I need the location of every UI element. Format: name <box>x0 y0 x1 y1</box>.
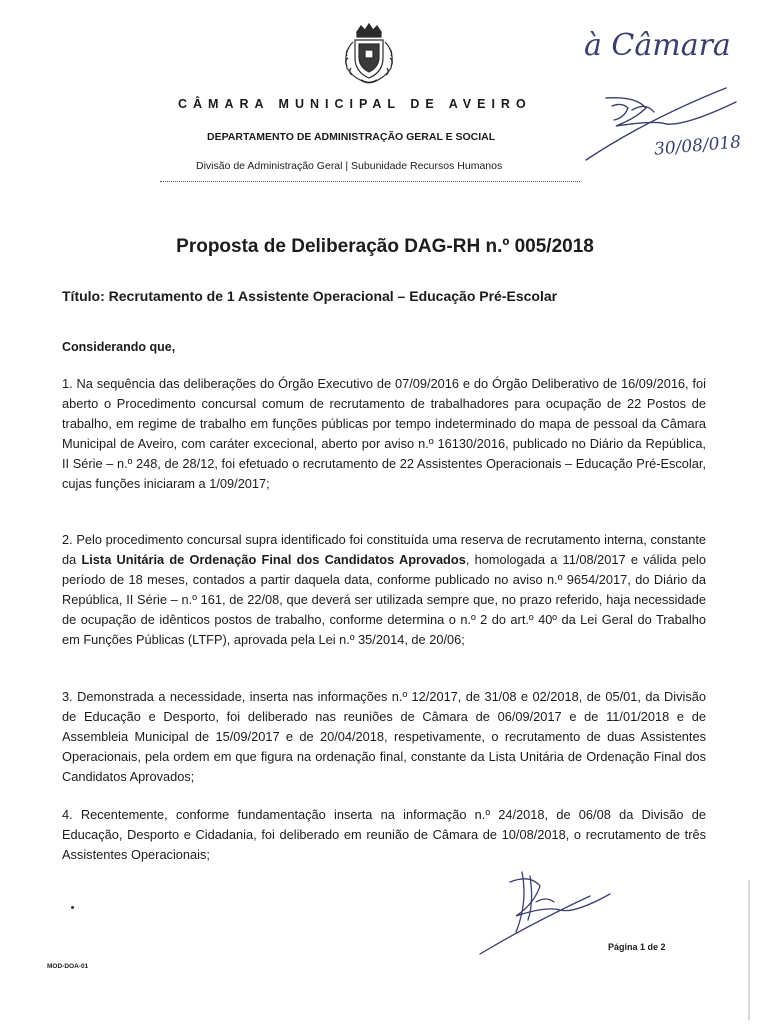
document-title: Proposta de Deliberação DAG-RH n.º 005/2018 <box>176 236 594 257</box>
signature-initials <box>470 862 630 962</box>
stray-mark <box>71 906 74 909</box>
paragraph-1: 1. Na sequência das deliberações do Órgão Executivo de 07/09/2016 e do Órgão Deliberativo de 16/09/2016, foi aberto o Procedimento concursal comum de recrutamento de trabalhadores para ocupação de 22 Postos de trabalho, em regime de trabalho em funções públicas por tempo indeterminado do mapa de pessoal da Câmara Municipal de Aveiro, com caráter excecional, aberto por aviso n.º 16130/2016, publicado no Diário da República, II Série – n.º 248, de 28/12, foi efetuado o recrutamento de 22 Assistentes Operacionais – Educação Pré-Escolar, cujas funções iniciaram a 1/09/2017; <box>62 376 706 491</box>
paragraph-2-text-end: , homologada a 11/08/2017 e válida pelo período de 18 meses, contados a partir daquela data, conforme publicado no aviso n.º 9654/2017, do Diário da República, II Série – n.º 161, de 22/08, que deverá ser utilizada sempre que, no prazo referido, haja necessidade de ocupação de idênticos postos de trabalho, conforme determina o n.º 2 do art.º 40º da Lei Geral do Trabalho em Funções Públicas (LTFP), aprovada pela Lei n.º 35/2014, de 20/06; <box>62 552 706 647</box>
organization-name: CÂMARA MUNICIPAL DE AVEIRO <box>178 97 532 111</box>
document-subject: Título: Recrutamento de 1 Assistente Operacional – Educação Pré-Escolar <box>62 288 558 304</box>
intro-phrase: Considerando que, <box>62 340 176 354</box>
final-ranking-list-name: Lista Unitária de Ordenação Final dos Candidatos Aprovados <box>81 552 466 567</box>
department-name: DEPARTAMENTO DE ADMINISTRAÇÃO GERAL E SOCIAL <box>207 131 496 143</box>
division-name: Divisão de Administração Geral | Subunidade Recursos Humanos <box>196 160 503 172</box>
form-code: MOD-DOA-01 <box>47 963 89 970</box>
handwritten-routing: à Câmara <box>584 28 731 63</box>
header-divider <box>160 181 580 182</box>
paragraph-4: 4. Recentemente, conforme fundamentação inserta na informação n.º 24/2018, de 06/08 da Divisão de Educação, Desporto e Cidadania, foi deliberado em reunião de Câmara de 10/08/2018, o recrutamento de três Assistentes Operacionais; <box>62 807 706 862</box>
handwritten-date: 30/08/018 <box>653 132 742 160</box>
paragraph-2-text-start: 2. Pelo procedimento concursal supra identificado foi constituída uma reserva de recrutamento interna, constante da <box>62 532 706 567</box>
paragraph-3: 3. Demonstrada a necessidade, inserta nas informações n.º 12/2017, de 31/08 e 02/2018, de 05/01, da Divisão de Educação e Desporto, foi deliberado nas reuniões de Câmara de 06/09/2017 e de 11/01/2018 e de Assembleia Municipal de 15/09/2017 e de 20/04/2018, respetivamente, o recrutamento de duas Assistentes Operacionais, pela ordem em que figura na ordenação final, constante da Lista Unitária de Ordenação Final dos Candidatos Aprovados; <box>62 689 706 784</box>
scan-edge <box>748 880 750 1020</box>
handwritten-note <box>572 10 762 175</box>
paragraph-2 <box>62 530 706 650</box>
municipal-crest-icon <box>335 20 403 88</box>
page-number: Página 1 de 2 <box>608 942 666 952</box>
